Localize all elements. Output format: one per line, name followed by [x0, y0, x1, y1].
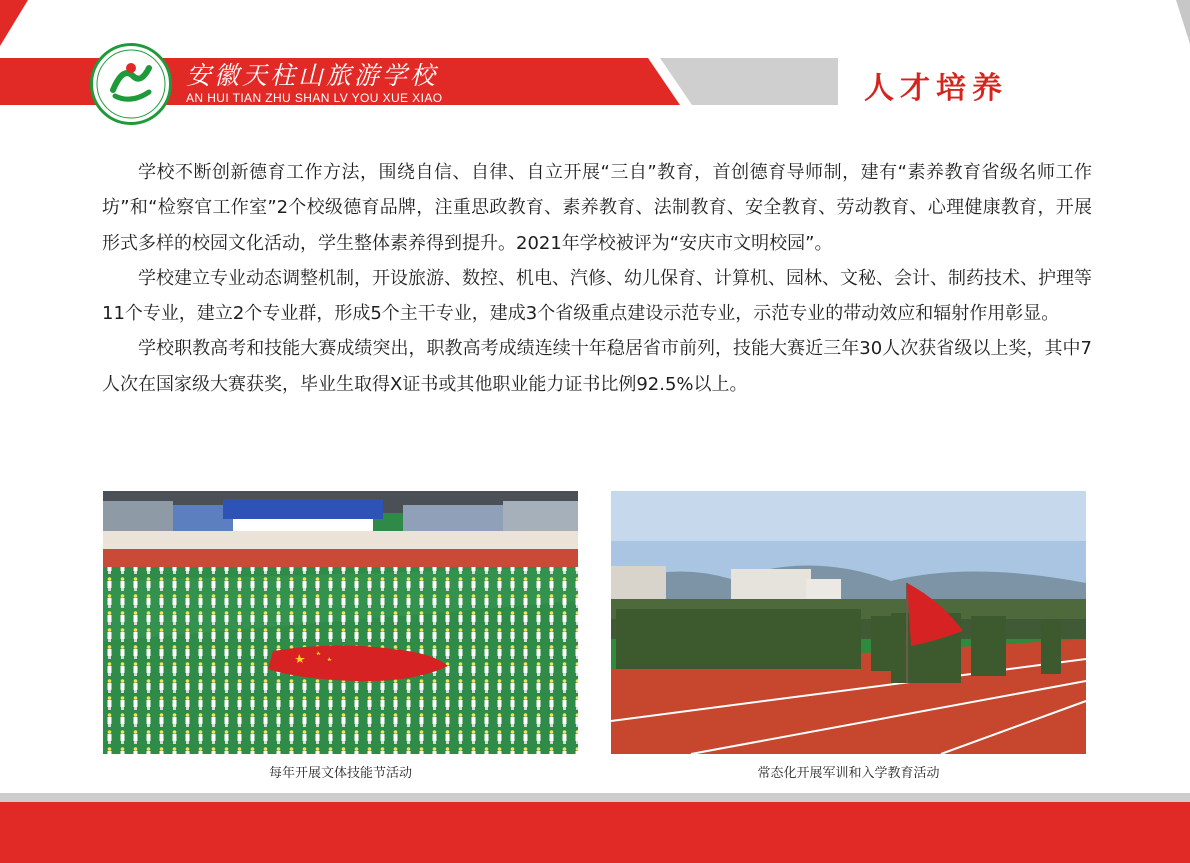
header-gray-banner — [660, 58, 838, 105]
logo-graphic — [93, 46, 169, 122]
footer-red-bar — [0, 802, 1190, 863]
school-name-chinese: 安徽天柱山旅游学校 — [186, 61, 439, 90]
section-title: 人才培养 — [864, 71, 1008, 106]
photo-caption-sports-festival: 每年开展文体技能节活动 — [268, 766, 412, 781]
photo-caption-military-training: 常态化开展军训和入学教育活动 — [757, 766, 940, 781]
photo-military-training — [611, 491, 1086, 754]
photo-sports-festival — [103, 491, 578, 754]
school-logo-icon — [90, 43, 172, 125]
paragraph-moral-education: 学校不断创新德育工作方法，围绕自信、自律、自立开展“三自”教育，首创德育导师制，建有“素养教育省级名师工作坊”和“检察官工作室”2个校级德育品牌，注重思政教育、素养教育、法制教育、安全教育、劳动教育、心理健康教育，开展形式多样的校园文化活动，学生整体素养得到提升。2021年学校被评为“安庆市文明校园”。 — [102, 162, 1092, 254]
top-left-corner-decoration — [0, 0, 28, 46]
top-right-corner-decoration — [1176, 0, 1190, 44]
footer-gray-stripe — [0, 793, 1190, 802]
paragraph-achievements: 学校职教高考和技能大赛成绩突出，职教高考成绩连续十年稳居省市前列，技能大赛近三年30人次获省级以上奖，其中7人次在国家级大赛获奖，毕业生取得X证书或其他职业能力证书比例92.5%以上。 — [102, 338, 1092, 395]
paragraph-majors: 学校建立专业动态调整机制，开设旅游、数控、机电、汽修、幼儿保育、计算机、园林、文秘、会计、制药技术、护理等11个专业，建立2个专业群，形成5个主干专业，建成3个省级重点建设示范专业，示范专业的带动效应和辐射作用彰显。 — [102, 267, 1092, 325]
school-name-english: AN HUI TIAN ZHU SHAN LV YOU XUE XIAO — [186, 91, 443, 105]
body-text — [102, 155, 1092, 402]
